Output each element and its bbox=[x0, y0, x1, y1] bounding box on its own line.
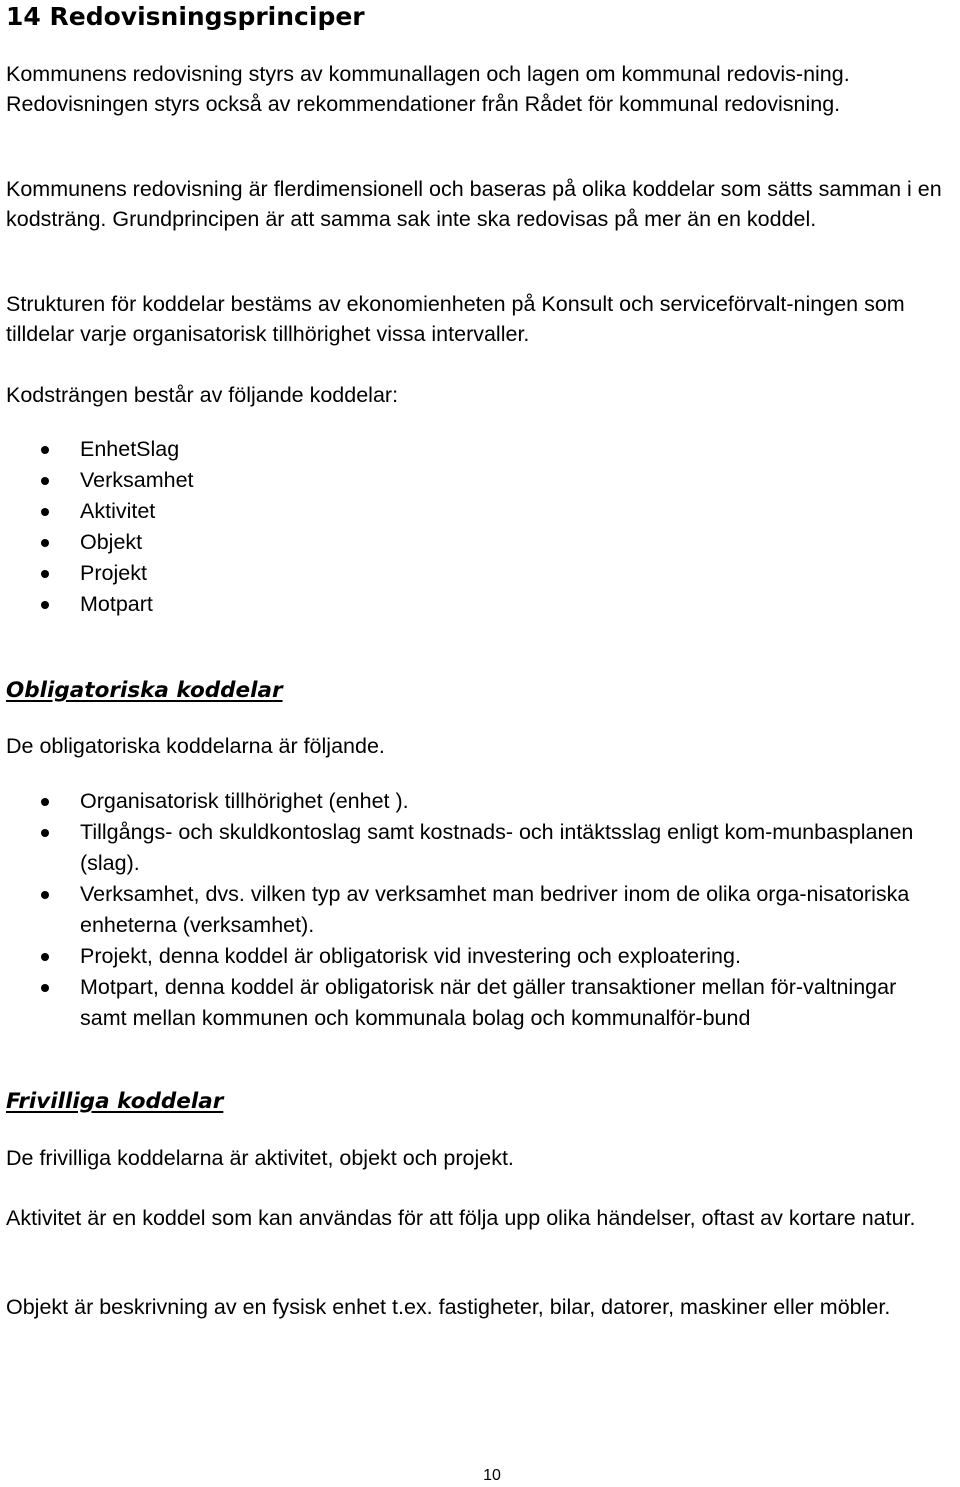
paragraph-structure: Strukturen för koddelar bestäms av ekonomienheten på Konsult och serviceförvalt-ningen som tilldelar varje organisatorisk tillhörighet vissa intervaller. bbox=[6, 292, 905, 346]
code-part-list bbox=[0, 434, 940, 620]
section-heading-mandatory: Obligatoriska koddelar bbox=[6, 678, 283, 703]
mandatory-code-list bbox=[0, 786, 940, 1034]
list-item: Projekt, denna koddel är obligatorisk vid investering och exploatering. bbox=[0, 941, 940, 972]
paragraph-optional-intro: De frivilliga koddelarna är aktivitet, objekt och projekt. bbox=[6, 1146, 514, 1170]
list-item: Verksamhet, dvs. vilken typ av verksamhet man bedriver inom de olika orga-nisatoriska enheterna (verksamhet). bbox=[0, 879, 940, 941]
list-item: Tillgångs- och skuldkontoslag samt kostnads- och intäktsslag enligt kom-munbasplanen (slag). bbox=[0, 817, 940, 879]
page-title: 14 Redovisningsprinciper bbox=[6, 2, 365, 31]
paragraph-code-string-intro: Kodsträngen består av följande koddelar: bbox=[6, 383, 399, 407]
paragraph-mandatory-intro: De obligatoriska koddelarna är följande. bbox=[6, 734, 385, 758]
paragraph-object: Objekt är beskrivning av en fysisk enhet t.ex. fastigheter, bilar, datorer, maskiner eller möbler. bbox=[6, 1295, 891, 1319]
list-item: EnhetSlag bbox=[0, 434, 940, 465]
section-heading-optional: Frivilliga koddelar bbox=[6, 1089, 224, 1114]
list-item: Projekt bbox=[0, 558, 940, 589]
list-item: Objekt bbox=[0, 527, 940, 558]
paragraph-multidimensional: Kommunens redovisning är flerdimensionell och baseras på olika koddelar som sätts samman i en kodsträng. Grundprincipen är att samma sak inte ska redovisas på mer än en koddel. bbox=[6, 177, 942, 231]
list-item: Organisatorisk tillhörighet (enhet ). bbox=[0, 786, 940, 817]
paragraph-legal-basis: Kommunens redovisning styrs av kommunallagen och lagen om kommunal redovis-ning. Redovisningen styrs också av rekommendationer från Rådet för kommunal redovisning. bbox=[6, 62, 850, 116]
page-number: 10 bbox=[483, 1467, 501, 1484]
list-item: Aktivitet bbox=[0, 496, 940, 527]
paragraph-activity: Aktivitet är en koddel som kan användas för att följa upp olika händelser, oftast av kortare natur. bbox=[6, 1206, 916, 1230]
list-item: Motpart, denna koddel är obligatorisk när det gäller transaktioner mellan för-valtningar samt mellan kommunen och kommunala bolag och kommunalför-bund bbox=[0, 972, 940, 1034]
list-item: Verksamhet bbox=[0, 465, 940, 496]
list-item: Motpart bbox=[0, 589, 940, 620]
